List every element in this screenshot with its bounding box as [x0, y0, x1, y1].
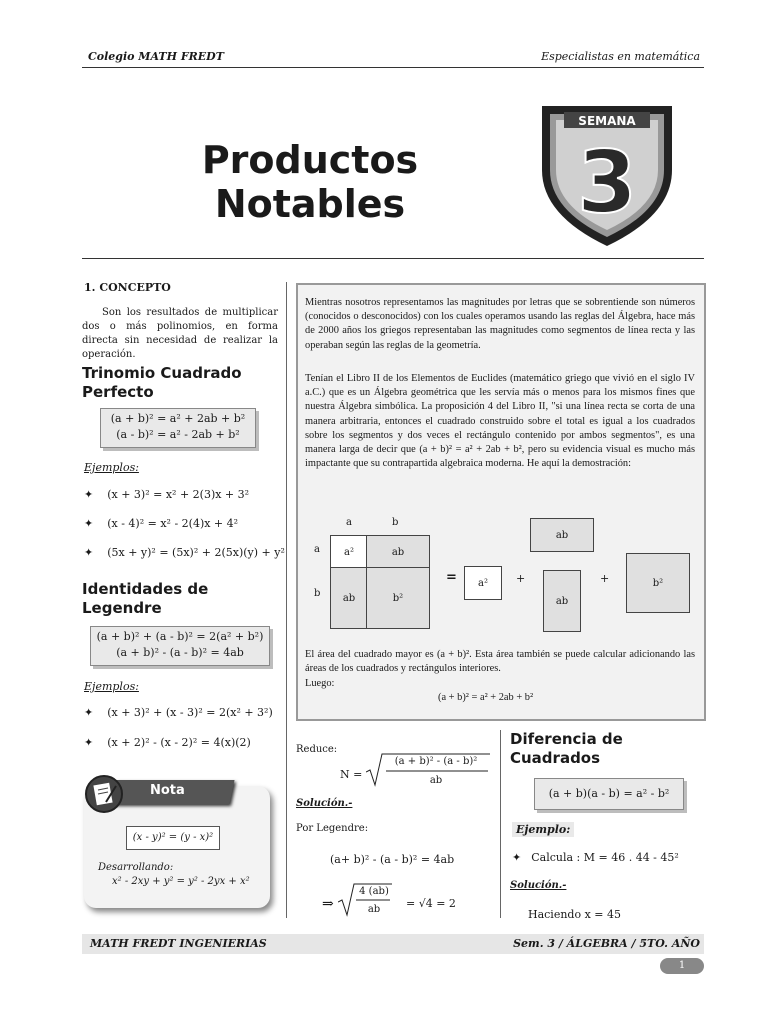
solution-label-2: Solución.- [510, 880, 567, 891]
badge-number: 3 [577, 133, 637, 233]
concept-heading: 1. CONCEPTO [84, 281, 171, 294]
rect-ab-vertical: ab [543, 570, 581, 632]
tcp-example-1 [84, 488, 249, 501]
legendre-example-1 [84, 706, 273, 719]
tcp-heading-text: Trinomio Cuadrado Perfecto [82, 364, 242, 401]
square-b2: b² [366, 567, 430, 629]
tcp-example-2-text: (x - 4)² = x² - 2(4)x + 4² [107, 517, 239, 530]
fraction-denominator-2: ab [367, 904, 381, 915]
bullet-icon: ✦ [84, 546, 94, 559]
example-label: Ejemplo: [512, 822, 574, 837]
difference-formula: (a + b)(a - b) = a² - b² [534, 778, 684, 810]
tcp-formula-1: (a + b)² = a² + 2ab + b² [110, 412, 246, 425]
diagram-equals: = [446, 570, 457, 585]
bullet-icon: ✦ [84, 517, 94, 530]
implies-arrow: ⇒ [322, 896, 334, 912]
diagram-label-a: a [346, 517, 352, 528]
tcp-formula-2: (a - b)² = a² - 2ab + b² [116, 428, 240, 441]
bullet-icon: ✦ [84, 706, 94, 719]
diagram-label-b-side: b [314, 588, 321, 599]
nota-dev: x² - 2xy + y² = y² - 2yx + x² [112, 876, 250, 887]
legendre-example-1-text: (x + 3)² + (x - 3)² = 2(x² + 3²) [107, 706, 273, 719]
euclid-final: (a + b)² = a² + 2ab + b² [438, 692, 534, 703]
diagram-plus-2: + [600, 572, 610, 585]
euclid-p1: Mientras nosotros representamos las magnitudes por letras que se sobrentiende son números (conocidos o desconocidos) con los cuales operamos usando las reglas del Álgebra, hace más de 2000 años los griegos representaban las magnitudes como segmentos de línea recta y las operaban según las reglas de la geometría. [305, 297, 695, 351]
square-a2-alone: a² [464, 566, 502, 600]
rect-ab-left: ab [330, 567, 368, 629]
square-b2-alone: b² [626, 553, 690, 613]
tcp-heading [82, 364, 272, 402]
title-line1: Productos [201, 138, 419, 182]
header-tagline: Especialistas en matemática [541, 50, 700, 63]
title-line2: Notables [214, 182, 406, 226]
footer-left: MATH FREDT INGENIERIAS [90, 937, 267, 950]
header-school: Colegio MATH FREDT [88, 50, 224, 63]
bullet-icon: ✦ [84, 488, 94, 501]
reduce-label: Reduce: [296, 744, 338, 755]
bullet-icon: ✦ [512, 851, 522, 864]
nota-formula: (x - y)² = (y - x)² [126, 826, 220, 850]
shield-icon [536, 100, 678, 250]
legendre-example-2 [84, 736, 251, 749]
euclid-p3: El área del cuadrado mayor es (a + b)². Esta área también se puede calcular adicionando las áreas de los cuadrados y rectángulos interiores. [305, 649, 695, 675]
footer-right: Sem. 3 / ÁLGEBRA / 5TO. AÑO [513, 937, 700, 950]
page-title [150, 138, 470, 226]
nota-icon [84, 774, 124, 814]
calcula-text: Calcula : M = 46 . 44 - 45² [531, 851, 679, 864]
legendre-formula-1: (a + b)² + (a - b)² = 2(a² + b²) [96, 630, 264, 643]
tcp-formula-box [100, 408, 256, 448]
fraction-denominator: ab [429, 775, 443, 786]
bullet-icon: ✦ [84, 736, 94, 749]
tcp-example-2 [84, 517, 238, 530]
fraction-numerator: (a + b)² - (a - b)² [394, 756, 478, 767]
legendre-formula-box [90, 626, 270, 666]
euclid-luego: Luego: [305, 678, 335, 689]
column-divider-right [500, 730, 501, 918]
tcp-example-1-text: (x + 3)² = x² + 2(3)x + 3² [107, 488, 250, 501]
rect-ab-top: ab [366, 535, 430, 569]
rect-ab-horizontal: ab [530, 518, 594, 552]
page-number: 1 [660, 958, 704, 974]
solution-label: Solución.- [296, 798, 353, 809]
difference-heading: Diferencia de Cuadrados [510, 730, 623, 767]
haciendo: Haciendo x = 45 [528, 908, 621, 921]
legendre-formula-2: (a + b)² - (a - b)² = 4ab [116, 646, 244, 659]
diagram-label-b: b [392, 517, 399, 528]
diagram-label-a-side: a [314, 544, 320, 555]
examples-label-2: Ejemplos: [84, 680, 139, 693]
badge-label: SEMANA [578, 114, 636, 128]
euclid-p2: Tenían el Libro II de los Elementos de Euclides (matemático griego que vivió en el siglo IV a.C.) que es un Álgebra geométrica que les servía más o menos para los mismos fines que nuestra Álgebra simbólica. La proposición 4 del Libro II, "si una línea recta se corta de una manera arbitraria, entonces el cuadrado construido sobre el total es igual a los cuadrados sobre los segmentos y dos veces el rectángulo contenido por ambos segmentos", es una manera larga de decir que (a + b)² = a² + 2ab + b², pero su evidencia visual es mucho más impactante que su contrapartida algebraica moderna. He aquí la demostración: [305, 373, 695, 470]
por-legendre: Por Legendre: [296, 823, 369, 834]
legendre-step: (a+ b)² - (a - b)² = 4ab [330, 853, 455, 866]
tcp-example-3 [84, 546, 285, 559]
diagram-plus-1: + [516, 572, 526, 585]
header-rule [82, 67, 704, 68]
column-divider-left [286, 282, 287, 918]
square-a2: a² [330, 535, 368, 569]
legendre-heading: Identidades de Legendre [82, 580, 209, 617]
nota-dev-label: Desarrollando: [98, 862, 174, 873]
fraction-numerator-2: 4 (ab) [359, 886, 389, 897]
nota-label: Nota [150, 783, 185, 798]
n-label: N = [340, 768, 363, 781]
tcp-example-3-text: (5x + y)² = (5x)² + 2(5x)(y) + y² [107, 546, 285, 559]
concept-text: Son los resultados de multiplicar dos o más polinomios, en forma directa sin necesidad de realizar la operación. [82, 307, 278, 360]
legendre-example-2-text: (x + 2)² - (x - 2)² = 4(x)(2) [107, 736, 251, 749]
result: = √4 = 2 [406, 897, 456, 910]
calcula [512, 851, 679, 864]
title-rule [82, 258, 704, 259]
examples-label: Ejemplos: [84, 461, 139, 474]
